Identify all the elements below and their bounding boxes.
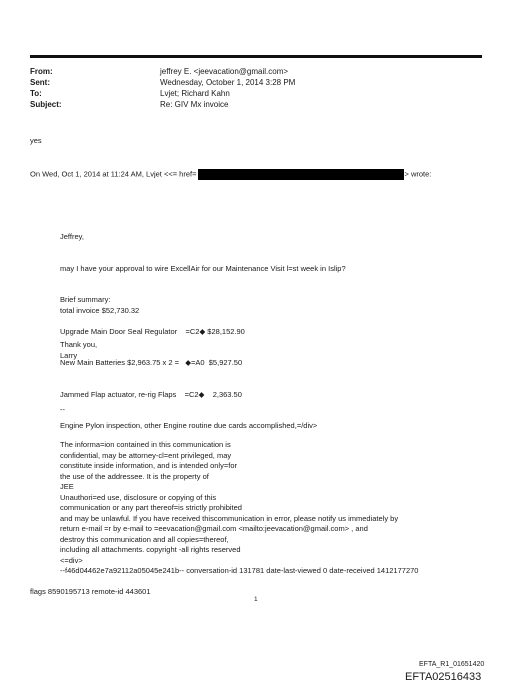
- page-number: 1: [254, 596, 258, 603]
- sent-value: Wednesday, October 1, 2014 3:28 PM: [160, 78, 296, 87]
- quote-line: [30, 169, 431, 180]
- quote-line-before: On Wed, Oct 1, 2014 at 11:24 AM, Lvjet <<= href=: [30, 169, 197, 179]
- separator: --: [60, 405, 65, 414]
- header-divider: [30, 55, 482, 58]
- to-row: [30, 88, 295, 99]
- disclaimer-line: communication or any part thereof=is strictly prohibited: [60, 503, 242, 512]
- message-line: Jammed Flap actuator, re-rig Flaps =C2◆ 2,363.50: [60, 389, 242, 399]
- closing-line: Thank you,: [60, 340, 98, 349]
- subject-value: Re: GIV Mx invoice: [160, 100, 229, 109]
- disclaimer-line: return e-mail =r by e-mail to =eevacation@gmail.com <mailto:jeevacation@gmail.com> , and: [60, 524, 368, 533]
- disclaimer-line: JEE: [60, 482, 74, 491]
- message-line: may I have your approval to wire ExcellAir for our Maintenance Visit l=st week in Islip?: [60, 263, 346, 273]
- disclaimer-line: the use of the addressee. It is the property of: [60, 471, 209, 481]
- redaction-bar: [198, 169, 404, 180]
- disclaimer-line: The informa=ion contained in this communication is: [60, 440, 231, 449]
- disclaimer-line: confidential, may be attorney-cl=ent privileged, may: [60, 450, 232, 460]
- message-line: Engine Pylon inspection, other Engine routine due cards accomplished,=/div>: [60, 421, 318, 430]
- sent-row: [30, 77, 295, 88]
- disclaimer-line: and may be unlawful. If you have received thiscommunication in error, please notify us immediately by: [60, 513, 399, 523]
- message-block: [60, 211, 346, 442]
- flags-line: flags 8590195713 remote-id 443601: [30, 587, 151, 596]
- from-value: jeffrey E. <jeevacation@gmail.com>: [160, 67, 289, 76]
- from-row: [30, 66, 295, 77]
- disclaimer-line: constitute inside information, and is intended only=for: [60, 461, 237, 470]
- sent-label: Sent:: [30, 78, 50, 87]
- subject-row: [30, 99, 295, 110]
- quote-line-after: > wrote:: [404, 169, 432, 179]
- closing-line: Larry: [60, 350, 78, 360]
- reply-text: yes: [30, 136, 42, 145]
- message-line: Jeffrey,: [60, 232, 84, 241]
- footer-ref-large: EFTA02516433: [405, 671, 482, 683]
- disclaimer-block: [60, 440, 418, 577]
- disclaimer-line: including all attachments. copyright -all rights reserved: [60, 545, 241, 554]
- email-header: [30, 66, 295, 110]
- total-line: total invoice $52,730.32: [60, 306, 140, 315]
- disclaimer-line: --f46d04462e7a92112a05045e241b-- conversation-id 131781 date-last-viewed 0 date-received 1412177270: [60, 566, 419, 575]
- message-line: New Main Batteries $2,963.75 x 2 = ◆=A0 $5,927.50: [60, 358, 243, 367]
- disclaimer-line: <=div>: [60, 555, 83, 565]
- message-line: Brief summary:: [60, 295, 111, 304]
- to-label: To:: [30, 89, 42, 98]
- disclaimer-line: Unauthori=ed use, disclosure or copying of this: [60, 492, 217, 502]
- footer-ref-small: EFTA_R1_01651420: [419, 661, 485, 668]
- subject-label: Subject:: [30, 100, 62, 109]
- message-line: Upgrade Main Door Seal Regulator =C2◆ $28,152.90: [60, 326, 245, 336]
- from-label: From:: [30, 67, 53, 76]
- closing-block: [60, 340, 97, 361]
- disclaimer-line: destroy this communication and all copies=thereof,: [60, 534, 229, 544]
- to-value: Lvjet; Richard Kahn: [160, 89, 230, 98]
